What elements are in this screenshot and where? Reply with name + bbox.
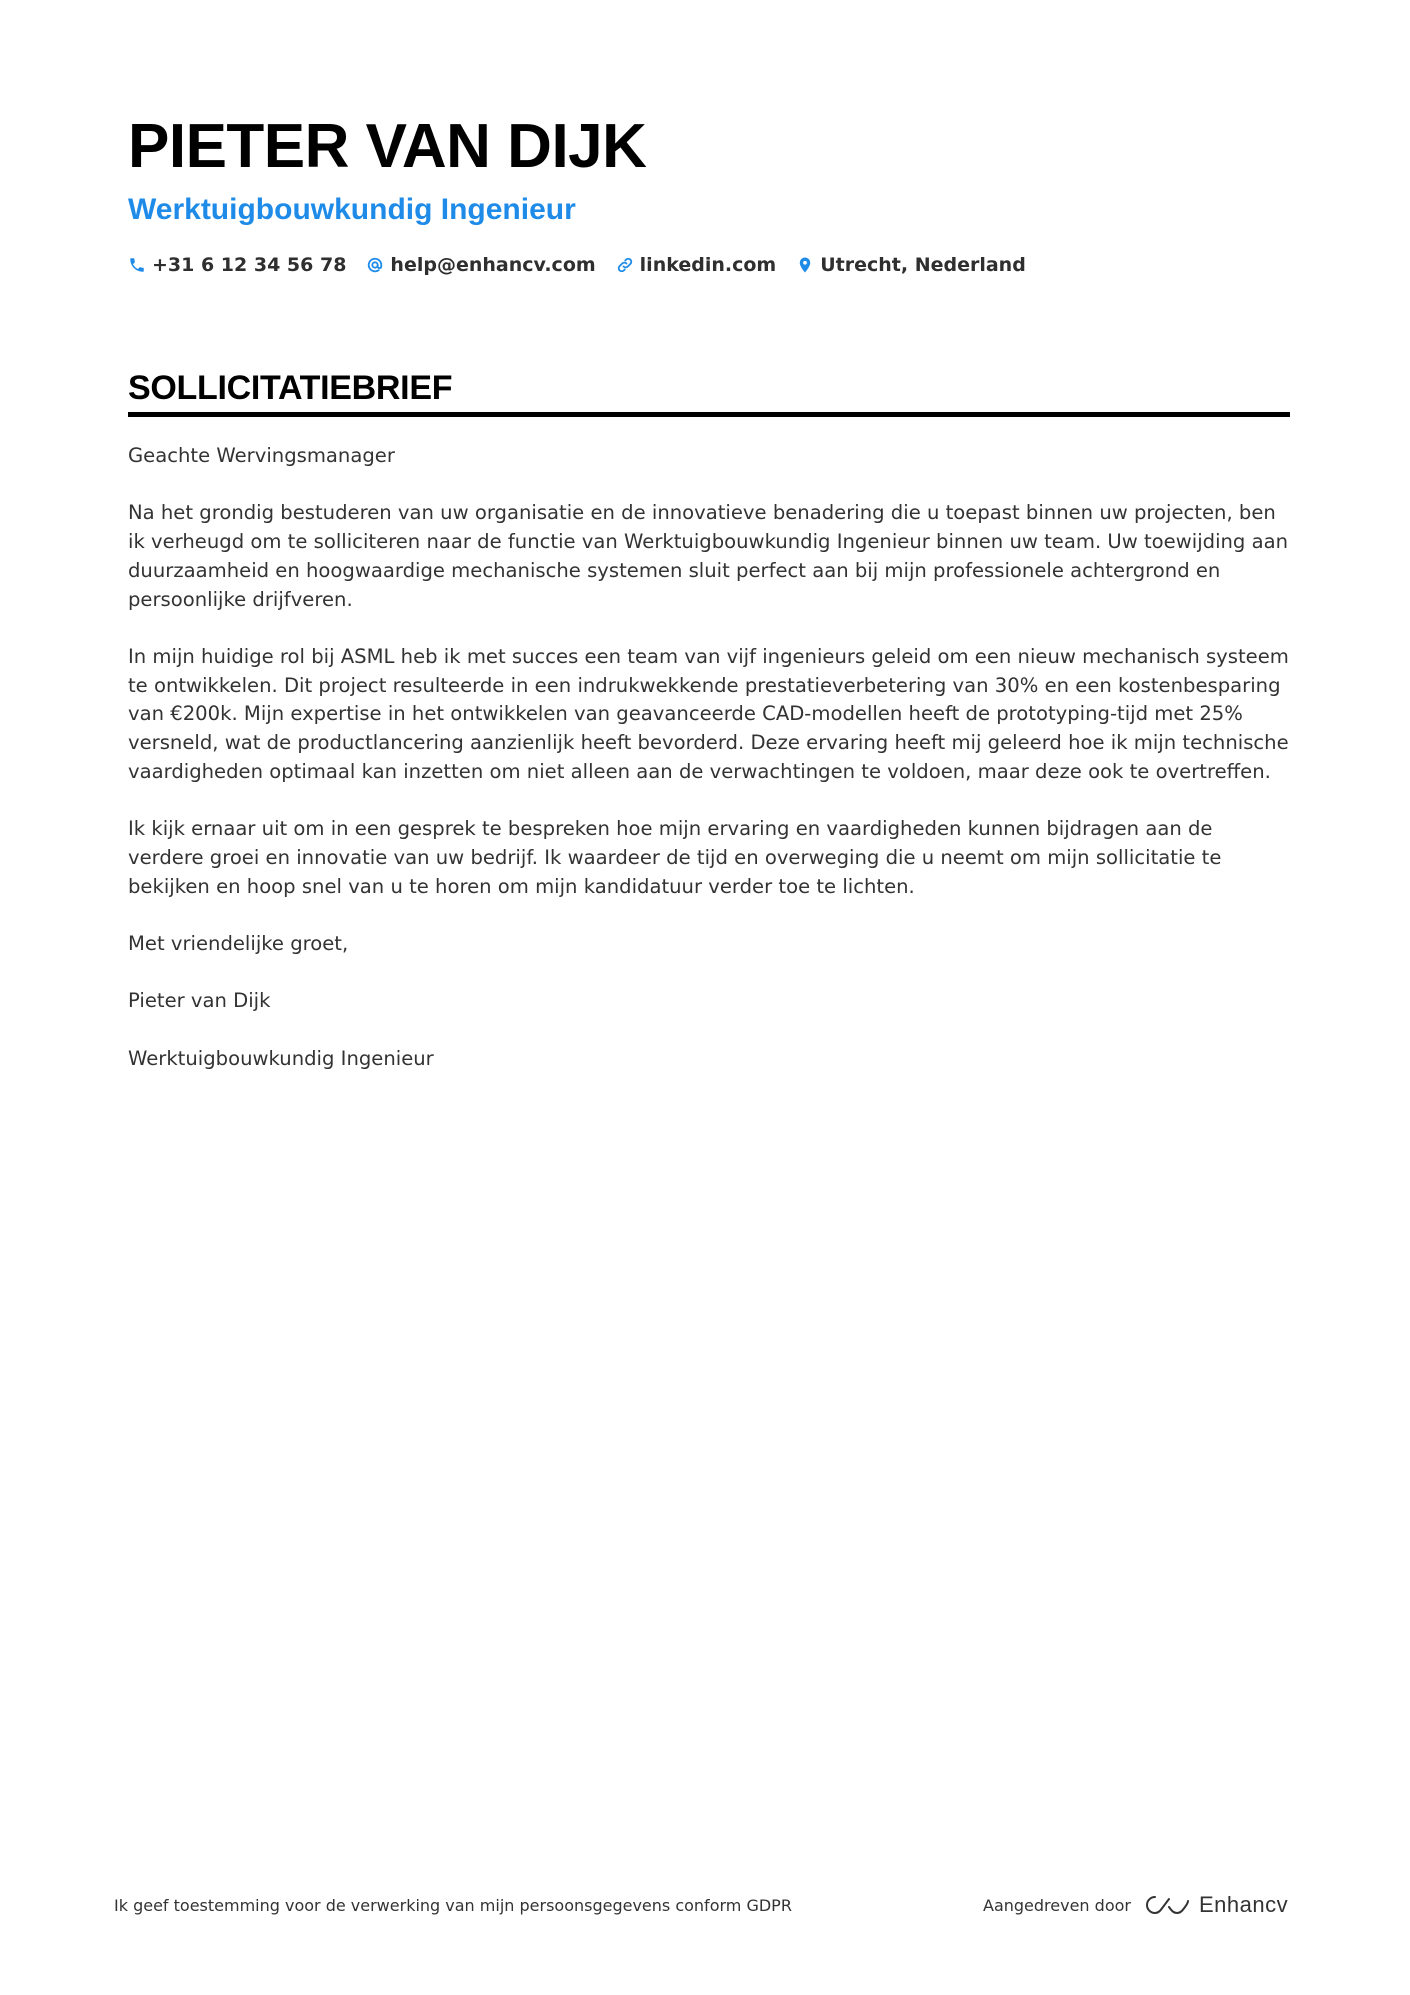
at-icon xyxy=(366,256,384,274)
contact-phone[interactable] xyxy=(128,254,346,276)
letter-paragraph: Na het grondig bestuderen van uw organisatie en de innovatieve benadering die u toepast binnen uw projecten, ben ik verheugd om te solliciteren naar de functie van Werktuigbouwkundig Ingenieur binnen uw team. Uw toewijding aan duurzaamheid en hoogwaardige mechanische systemen sluit perfect aan bij mijn professionele achtergrond en persoonlijke drijfveren. xyxy=(128,501,1289,611)
section-title: SOLLICITATIEBRIEF xyxy=(128,368,1290,417)
letter-paragraph: Ik kijk ernaar uit om in een gesprek te bespreken hoe mijn ervaring en vaardigheden kunnen bijdragen aan de verdere groei en innovatie van uw bedrijf. Ik waardeer de tijd en overweging die u neemt om mijn sollicitatie te bekijken en hoop snel van u te horen om mijn kandidatuur verder toe te lichten. xyxy=(128,817,1222,898)
phone-icon xyxy=(128,256,146,274)
letter-salutation: Geachte Wervingsmanager xyxy=(128,444,395,467)
contact-phone-text: +31 6 12 34 56 78 xyxy=(152,254,347,276)
link-icon xyxy=(616,256,634,274)
letter-body xyxy=(128,442,1290,1102)
contact-linkedin-text: linkedin.com xyxy=(639,254,777,276)
letter-closing: Met vriendelijke groet, xyxy=(128,931,349,955)
signature-name: Pieter van Dijk xyxy=(128,989,271,1013)
contact-linkedin[interactable] xyxy=(616,254,777,276)
gdpr-consent: Ik geef toestemming voor de verwerking van mijn persoonsgegevens conform GDPR xyxy=(114,1896,792,1915)
letter-paragraph: In mijn huidige rol bij ASML heb ik met succes een team van vijf ingenieurs geleid om een nieuw mechanisch systeem te ontwikkelen. Dit project resulteerde in een indrukwekkende prestatieverbetering van 30% en een kostenbesparing van €200k. Mijn expertise in het ontwikkelen van geavanceerde CAD-modellen heeft de prototyping-tijd met 25% versneld, wat de productlancering aanzienlijk heeft bevorderd. Deze ervaring heeft mij geleerd hoe ik mijn technische vaardigheden optimaal kan inzetten om niet alleen aan de verwachtingen te voldoen, maar deze ook te overtreffen. xyxy=(128,644,1289,783)
contact-location-text: Utrecht, Nederland xyxy=(820,254,1026,276)
contact-email-text: help@enhancv.com xyxy=(390,254,596,276)
contact-bar xyxy=(128,254,1046,276)
enhancv-brand[interactable]: Enhancv xyxy=(1198,1892,1289,1917)
enhancv-logo-icon[interactable] xyxy=(1143,1893,1189,1917)
signature-title: Werktuigbouwkundig Ingenieur xyxy=(128,1046,434,1070)
powered-by-label: Aangedreven door xyxy=(983,1895,1131,1915)
location-pin-icon xyxy=(796,256,814,274)
contact-email[interactable] xyxy=(366,254,595,276)
powered-by xyxy=(983,1892,1288,1918)
applicant-role: Werktuigbouwkundig Ingenieur xyxy=(128,193,576,226)
applicant-name: PIETER VAN DIJK xyxy=(128,112,647,181)
contact-location xyxy=(796,254,1026,276)
